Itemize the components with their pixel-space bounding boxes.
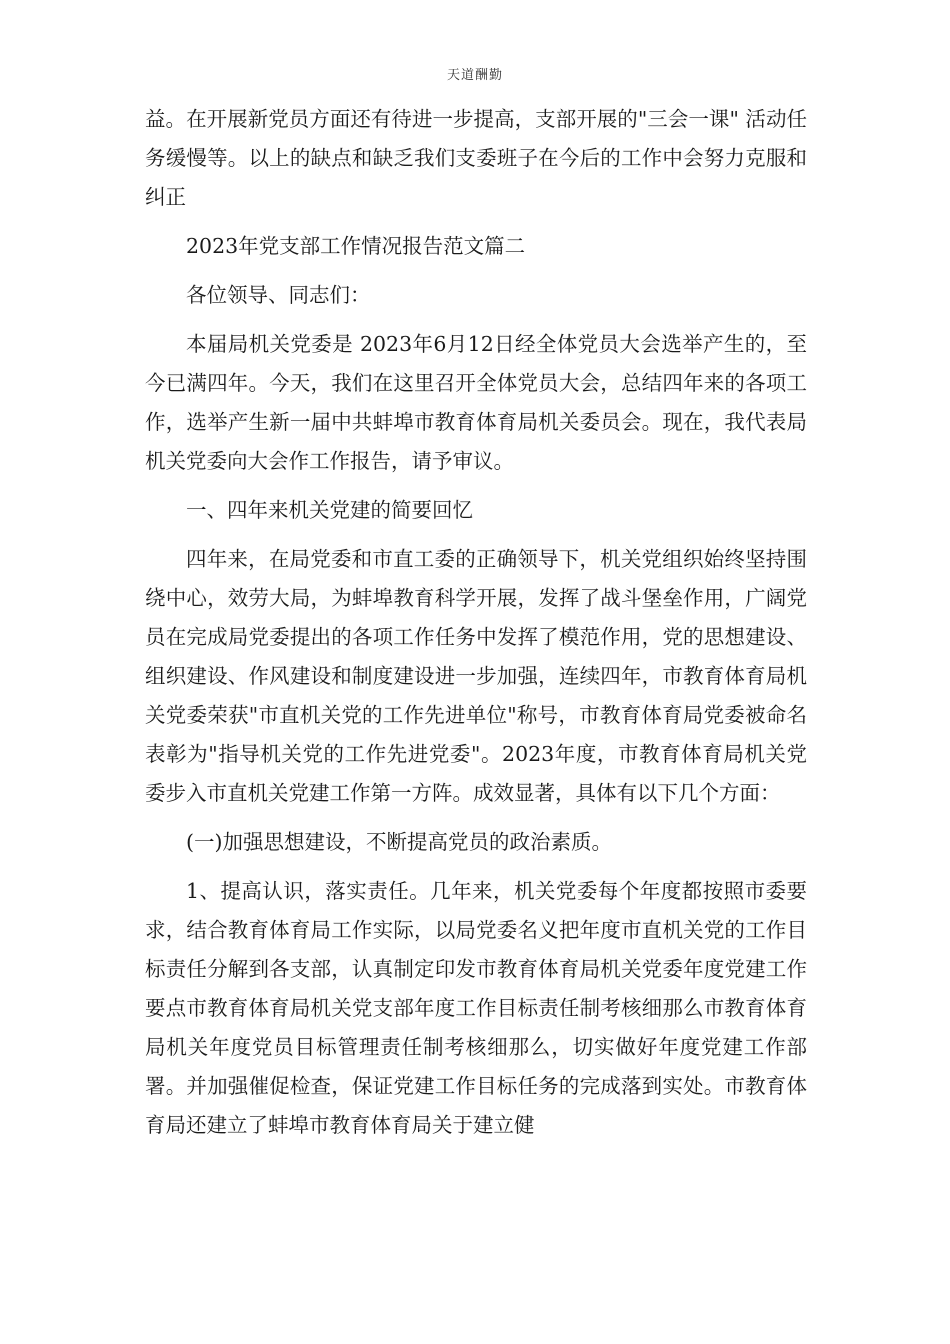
paragraph-review: 四年来，在局党委和市直工委的正确领导下，机关党组织始终坚持围绕中心，效劳大局，为蚌埠教育科学开展，发挥了战斗堡垒作用，广阔党员在完成局党委提出的各项工作任务中发挥了模范作用，党的思想建设、组织建设、作风建设和制度建设进一步加强，连续四年，市教育体育局机关党委荣获"市直机关党的工作先进单位"称号，市教育体育局党委被命名表彰为"指导机关党的工作先进党委"。2023年度，市教育体育局机关党委步入市直机关党建工作第一方阵。成效显著，具体有以下几个方面： <box>145 547 807 805</box>
salutation: 各位领导、同志们： <box>186 283 371 307</box>
subsection-heading: (一)加强思想建设，不断提高党员的政治素质。 <box>186 830 612 854</box>
paragraph-continuation: 益。在开展新党员方面还有待进一步提高，支部开展的"三会一课" 活动任务缓慢等。以上的缺点和缺乏我们支委班子在今后的工作中会努力克服和纠正 <box>145 107 807 209</box>
section-heading-review: 一、四年来机关党建的简要回忆 <box>186 498 473 522</box>
section-title: 2023年党支部工作情况报告范文篇二 <box>186 234 526 258</box>
document-body <box>145 100 807 1145</box>
running-header: 天道酬勤 <box>446 68 503 83</box>
paragraph-item-1: 1、提高认识，落实责任。几年来，机关党委每个年度都按照市委要求，结合教育体育局工作实际，以局党委名义把年度市直机关党的工作目标责任分解到各支部，认真制定印发市教育体育局机关党委年度党建工作要点市教育体育局机关党支部年度工作目标责任制考核细那么市教育体育局机关年度党员目标管理责任制考核细那么，切实做好年度党建工作部署。并加强催促检查，保证党建工作目标任务的完成落到实处。市教育体育局还建立了蚌埠市教育体育局关于建立健 <box>145 879 807 1137</box>
paragraph-intro: 本届局机关党委是 2023年6月12日经全体党员大会选举产生的，至今已满四年。今天，我们在这里召开全体党员大会，总结四年来的各项工作，选举产生新一届中共蚌埠市教育体育局机关委员会。现在，我代表局机关党委向大会作工作报告，请予审议。 <box>145 332 807 473</box>
